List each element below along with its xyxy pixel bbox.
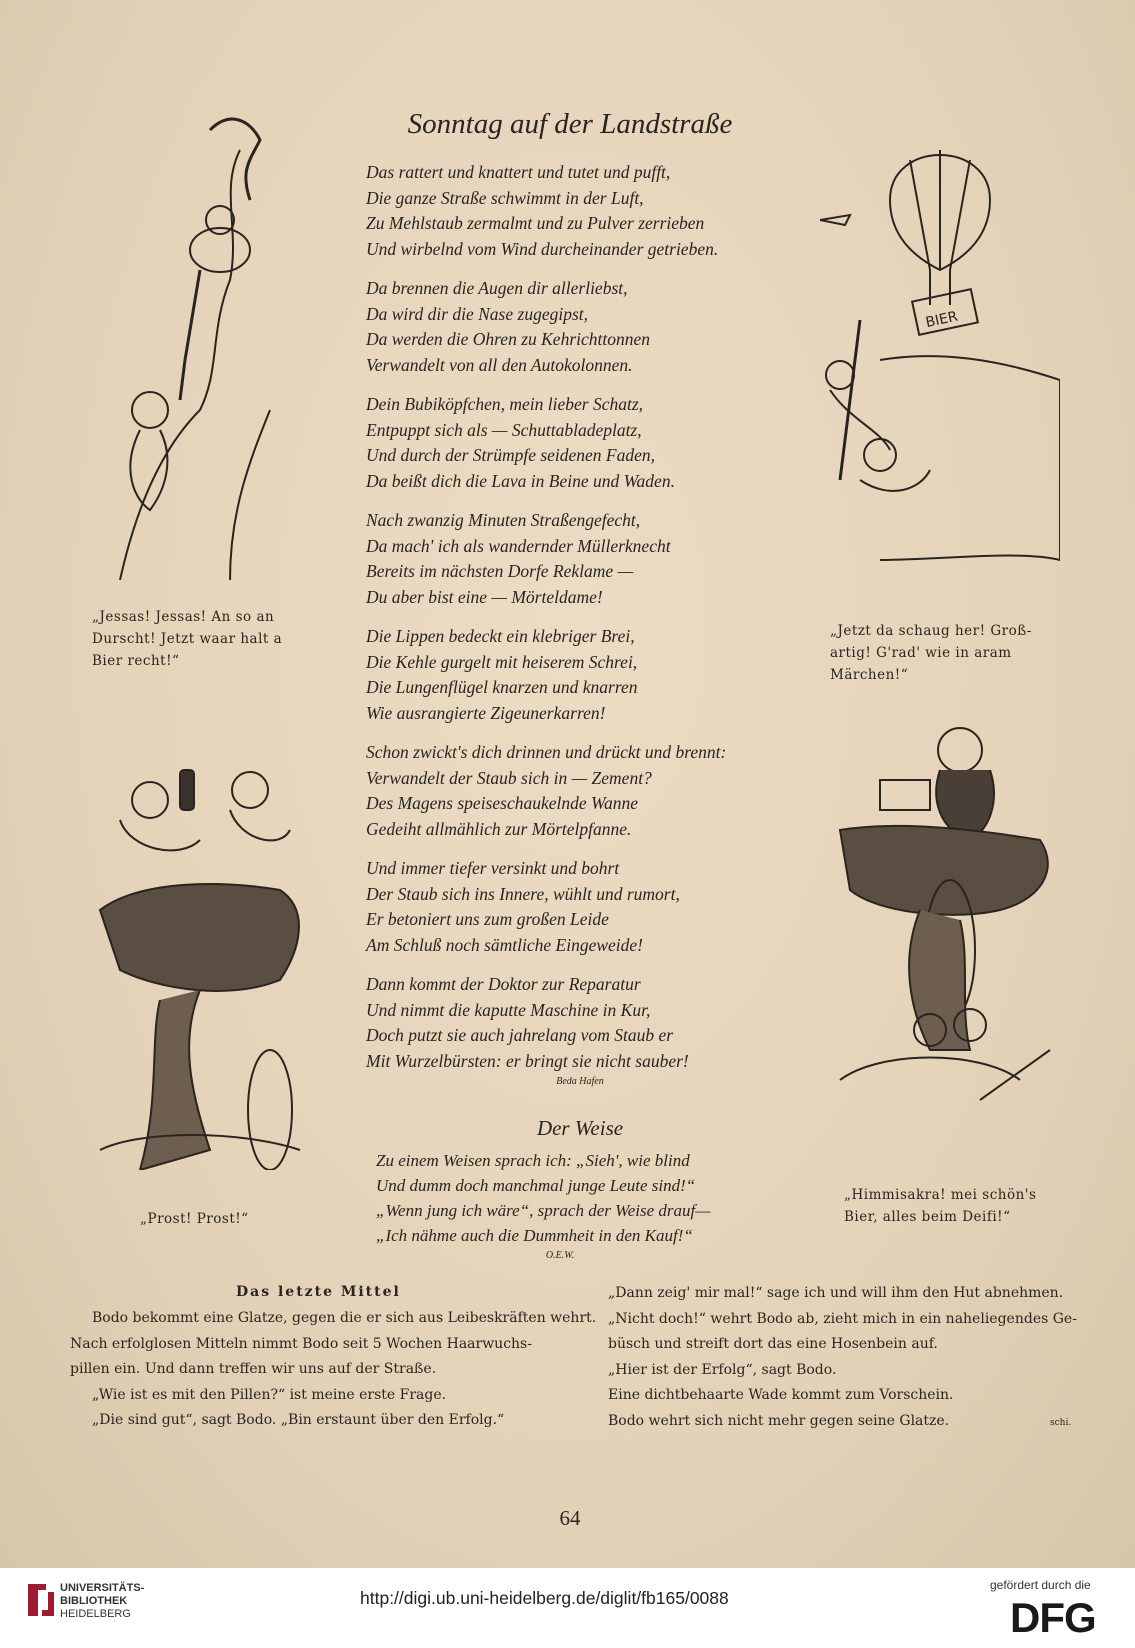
caption-line: artig! G'rad' wie in aram <box>830 645 1012 661</box>
poem2-lines <box>376 1148 826 1248</box>
caption-line: Bier, alles beim Deifi!“ <box>844 1209 1011 1225</box>
poem-line: Und immer tiefer versinkt und bohrt <box>366 858 620 878</box>
story-title: Das letzte Mittel <box>236 1284 401 1300</box>
poem-line: Nach zwanzig Minuten Straßengefecht, <box>366 510 641 530</box>
library-name-line: UNIVERSITÄTS- <box>60 1582 145 1594</box>
poem-line: Und nimmt die kaputte Maschine in Kur, <box>366 999 651 1020</box>
poem-line: Die ganze Straße schwimmt in der Luft, <box>366 187 644 208</box>
permalink-url[interactable]: http://digi.ub.uni-heidelberg.de/diglit/fb165/0088 <box>360 1588 729 1608</box>
story-line: büsch und streift dort das eine Hosenbein auf. <box>608 1336 938 1352</box>
stanza-3 <box>366 392 816 494</box>
library-name-line: BIBLIOTHEK <box>60 1595 128 1607</box>
poem2-author: O.E.W. <box>545 1250 575 1261</box>
poem-line: Da wird dir die Nase zugegipst, <box>366 303 588 324</box>
stanza-7 <box>366 856 816 958</box>
caption-line: „Himmisakra! mei schön's <box>844 1187 1037 1203</box>
poem-line: Du aber bist eine — Mörteldame! <box>366 586 603 607</box>
stanza-2 <box>366 276 816 378</box>
poem-line: Der Staub sich ins Innere, wühlt und rumort, <box>366 883 680 904</box>
poem-line: Des Magens speiseschaukelnde Wanne <box>366 793 638 813</box>
story-line: Bodo wehrt sich nicht mehr gegen seine Glatze. <box>608 1412 950 1429</box>
caption-bottom-left <box>140 1208 249 1230</box>
illustration-spilled-right <box>820 720 1060 1140</box>
stanza-8 <box>366 972 816 1074</box>
poem-line: Wie ausrangierte Zigeunerkarren! <box>366 702 606 723</box>
story-line: Nach erfolglosen Mitteln nimmt Bodo seit 5 Wochen Haarwuchs- <box>70 1335 532 1352</box>
footer-bar <box>0 1568 1135 1648</box>
university-library-logo-icon[interactable] <box>26 1580 56 1624</box>
library-name-line: HEIDELBERG <box>60 1608 131 1620</box>
poem-line: Bereits im nächsten Dorfe Reklame — <box>366 561 634 581</box>
poem-line: Gedeiht allmählich zur Mörtelpfanne. <box>366 818 632 839</box>
poem-title: Sonntag auf der Landstraße <box>407 108 733 140</box>
poem-line: Mit Wurzelbürsten: er bringt sie nicht sauber! <box>366 1050 689 1071</box>
poem-line: Da brennen die Augen dir allerliebst, <box>366 278 628 298</box>
poem-line: „Wenn jung ich wäre“, sprach der Weise drauf— <box>376 1201 711 1220</box>
caption-line: „Jessas! Jessas! An so an <box>92 609 275 625</box>
university-library-name[interactable] <box>60 1582 144 1621</box>
poem-line: Da mach' ich als wandernder Müllerknecht <box>366 535 671 556</box>
poem-line: „Ich nähme auch die Dummheit in den Kauf!“ <box>376 1226 693 1245</box>
poem-line: Am Schluß noch sämtliche Eingeweide! <box>366 934 644 955</box>
poem-line: Schon zwickt's dich drinnen und drückt und brennt: <box>366 742 727 762</box>
illustration-drinkers-left <box>80 750 320 1170</box>
illustration-climbers-left <box>80 110 280 580</box>
story-right-column <box>608 1281 1077 1434</box>
poem-line: Er betoniert uns zum großen Leide <box>366 909 609 929</box>
poem-line: Dann kommt der Doktor zur Reparatur <box>366 974 641 994</box>
story-left-column <box>70 1306 596 1434</box>
caption-top-right <box>830 620 1032 686</box>
story-line: Bodo bekommt eine Glatze, gegen die er sich aus Leibeskräften wehrt. <box>92 1310 597 1326</box>
poem-line: Verwandelt von all den Autokolonnen. <box>366 354 633 375</box>
poem-line: Dein Bubiköpfchen, mein lieber Schatz, <box>366 394 644 414</box>
poem2-title: Der Weise <box>536 1116 624 1140</box>
story-line: „Dann zeig' mir mal!“ sage ich und will ihm den Hut abnehmen. <box>608 1285 1064 1301</box>
poem-line: Zu einem Weisen sprach ich: „Sieh', wie blind <box>376 1151 690 1170</box>
caption-line: „Prost! Prost!“ <box>140 1211 249 1227</box>
funding-caption: gefördert durch die <box>990 1578 1091 1592</box>
dfg-logo[interactable]: DFG <box>1010 1594 1096 1641</box>
caption-top-left <box>92 606 282 672</box>
poem-line: Da beißt dich die Lava in Beine und Waden. <box>366 470 675 491</box>
story-signature: schi. <box>1050 1418 1072 1428</box>
caption-line: „Jetzt da schaug her! Groß- <box>830 623 1032 639</box>
stanza-4 <box>366 508 816 610</box>
poem-author: Beda Hafen <box>556 1076 604 1087</box>
story-line: „Die sind gut“, sagt Bodo. „Bin erstaunt über den Erfolg.“ <box>92 1412 505 1428</box>
poem-line: Das rattert und knattert und tutet und pufft, <box>366 162 671 182</box>
poem-line: Die Lippen bedeckt ein klebriger Brei, <box>366 626 635 646</box>
illustration-balloon-right <box>820 120 1060 590</box>
poem-line: Da werden die Ohren zu Kehrichttonnen <box>366 329 651 349</box>
balloon-bier-label: BIER <box>924 308 960 332</box>
story-line: „Hier ist der Erfolg“, sagt Bodo. <box>608 1361 837 1378</box>
stanza-5 <box>366 624 816 726</box>
caption-line: Bier recht!“ <box>92 653 180 669</box>
poem-line: Und wirbelnd vom Wind durcheinander getrieben. <box>366 238 719 259</box>
caption-line: Durscht! Jetzt waar halt a <box>92 631 283 647</box>
story-line: pillen ein. Und dann treffen wir uns auf der Straße. <box>70 1361 437 1377</box>
poem-line: Entpuppt sich als — Schuttabladeplatz, <box>366 419 642 440</box>
poem-line: Doch putzt sie auch jahrelang vom Staub er <box>366 1025 674 1045</box>
poem-line: Die Kehle gurgelt mit heiserem Schrei, <box>366 651 638 672</box>
stanza-6 <box>366 740 816 842</box>
caption-line: Märchen!“ <box>830 667 909 683</box>
story-line: „Nicht doch!“ wehrt Bodo ab, zieht mich in ein naheliegendes Ge- <box>608 1310 1077 1327</box>
caption-bottom-right <box>844 1184 1036 1228</box>
story-line: Eine dichtbehaarte Wade kommt zum Vorschein. <box>608 1387 954 1403</box>
poem-line: Die Lungenflügel knarzen und knarren <box>366 677 638 697</box>
poem-line: Verwandelt der Staub sich in — Zement? <box>366 767 652 788</box>
page-number: 64 <box>559 1506 581 1530</box>
poem-line: Zu Mehlstaub zermalmt und zu Pulver zerrieben <box>366 213 705 233</box>
poem-line: Und durch der Strümpfe seidenen Faden, <box>366 445 656 465</box>
poem-line: Und dumm doch manchmal junge Leute sind!“ <box>376 1176 696 1195</box>
stanza-1 <box>366 160 816 262</box>
story-line: „Wie ist es mit den Pillen?“ ist meine erste Frage. <box>92 1386 447 1403</box>
